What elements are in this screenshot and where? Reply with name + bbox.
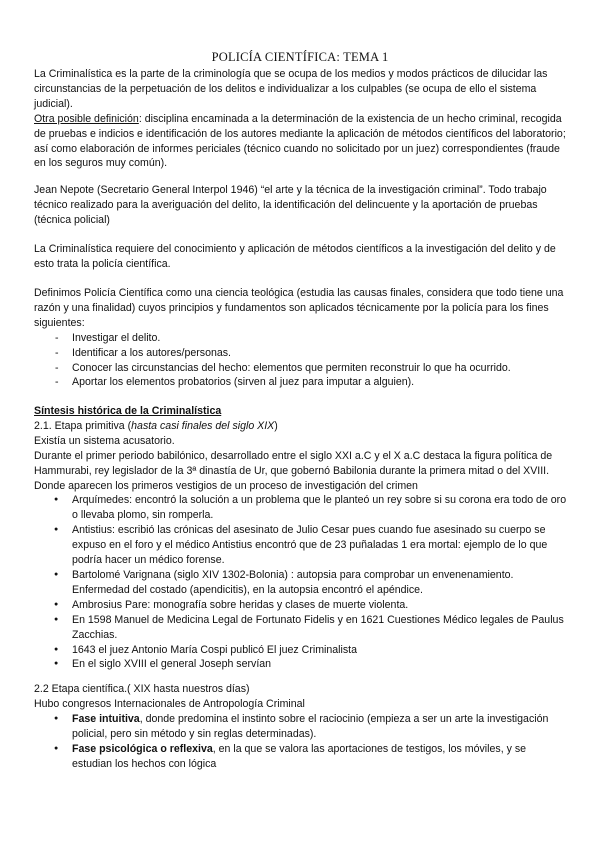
stage2-congresos: Hubo congresos Internacionales de Antropología Criminal <box>34 697 305 710</box>
list-item: ● Fase psicológica o reflexiva, en la que se valora las aportaciones de testigos, los móviles, y se estudian los hechos con lógica <box>34 742 568 772</box>
list-item: ● Antistius: escribió las crónicas del asesinato de Julio Cesar pues cuando fue asesinado su cuerpo se expuso en el foro y el médico Antistius encontró que de 23 puñaladas 1 era mortal: ejemplo de lo que podría hacer un médico forense. <box>34 523 568 568</box>
fines-list <box>34 331 568 391</box>
list-item: ● En el siglo XVIII el general Joseph servían <box>34 657 568 672</box>
list-item: ● Bartolomé Varignana (siglo XIV 1302-Bolonia) : autopsia para comprobar un envenenamiento. Enfermedad del costado (apendicitis), en la autopsia encontró el apéndice. <box>34 568 568 598</box>
definimos-section <box>34 286 568 390</box>
sintesis-section <box>34 404 568 672</box>
list-item: - Identificar a los autores/personas. <box>34 346 568 361</box>
phases-list <box>34 712 568 772</box>
stage1-title: 2.1. Etapa primitiva (hasta casi finales del siglo XIX) <box>34 419 278 432</box>
criminalistica-definition: La Criminalística es la parte de la criminología que se ocupa de los medios y modos prácticos de dilucidar las circunstancias de la perpetuación de los delitos e individualizar a los culpables (se ocupa de ello el sistema judicial). <box>34 68 548 110</box>
other-definition-text: : disciplina encaminada a la determinación de la existencia de un hecho criminal, recogida de pruebas e indicios e identificación de los autores mediante la aplicación de métodos científicos del laboratorio; así como elaboración de informes periciales (técnico cuando no solicitado por un juez) correspondientes (fraude en los seguros muy común). <box>34 112 566 170</box>
stage1-paragraph: Durante el primer periodo babilónico, desarrollado entre el siglo XXI a.C y el X a.C destaca la figura política de Hammurabi, rey legislador de la 3ª dinastía de Ur, que gobernó Babilonia durante la primera mitad o del XVIII. Donde aparecen los primeros vestigios de un proceso de investigación del crimen <box>34 449 553 492</box>
stage2-section <box>34 682 568 771</box>
other-definition <box>34 112 568 172</box>
intro-definition <box>34 67 568 171</box>
list-item: ● Fase intuitiva, donde predomina el instinto sobre el raciocinio (empieza a ser un arte la investigación policial, pero sin método y sin reglas determinadas). <box>34 712 568 742</box>
nepote-paragraph: Jean Nepote (Secretario General Interpol 1946) “el arte y la técnica de la investigación criminal”. Todo trabajo técnico realizado para la averiguación del delito, la identificación del delincuente y la aportación de pruebas (técnica policial) <box>34 184 547 226</box>
list-item: - Conocer las circunstancias del hecho: elementos que permiten reconstruir lo que ha ocurrido. <box>34 361 568 376</box>
list-item: ● En 1598 Manuel de Medicina Legal de Fortunato Fidelis y en 1621 Cuestiones Médico legales de Paulus Zacchias. <box>34 613 568 643</box>
page-title: POLICÍA CIENTÍFICA: TEMA 1 <box>211 50 389 64</box>
requires-paragraph: La Criminalística requiere del conocimiento y aplicación de métodos científicos a la investigación del delito y de esto trata la policía científica. <box>34 243 556 270</box>
stage2-title: 2.2 Etapa científica.( XIX hasta nuestros días) <box>34 683 250 695</box>
stage1-system: Existía un sistema acusatorio. <box>34 434 175 447</box>
list-item: ● Arquímedes: encontró la solución a un problema que le planteó un rey sobre si su corona era todo de oro o llevaba plomo, sin romperla. <box>34 493 568 523</box>
list-item: - Aportar los elementos probatorios (sirven al juez para imputar a alguien). <box>34 375 568 390</box>
list-item: ● Ambrosius Pare: monografía sobre heridas y clases de muerte violenta. <box>34 598 568 613</box>
other-definition-label: Otra posible definición <box>34 112 139 125</box>
history-list <box>34 493 568 672</box>
sintesis-heading: Síntesis histórica de la Criminalística <box>34 405 222 417</box>
definimos-paragraph: Definimos Policía Científica como una ciencia teológica (estudia las causas finales, considera que todo tiene una razón y una finalidad) cuyos principios y fundamentos son aplicados técnicamente por la policía para los fines siguientes: <box>34 287 564 329</box>
list-item: - Investigar el delito. <box>34 331 568 346</box>
list-item: ● 1643 el juez Antonio María Cospi publicó El juez Criminalista <box>34 643 568 658</box>
